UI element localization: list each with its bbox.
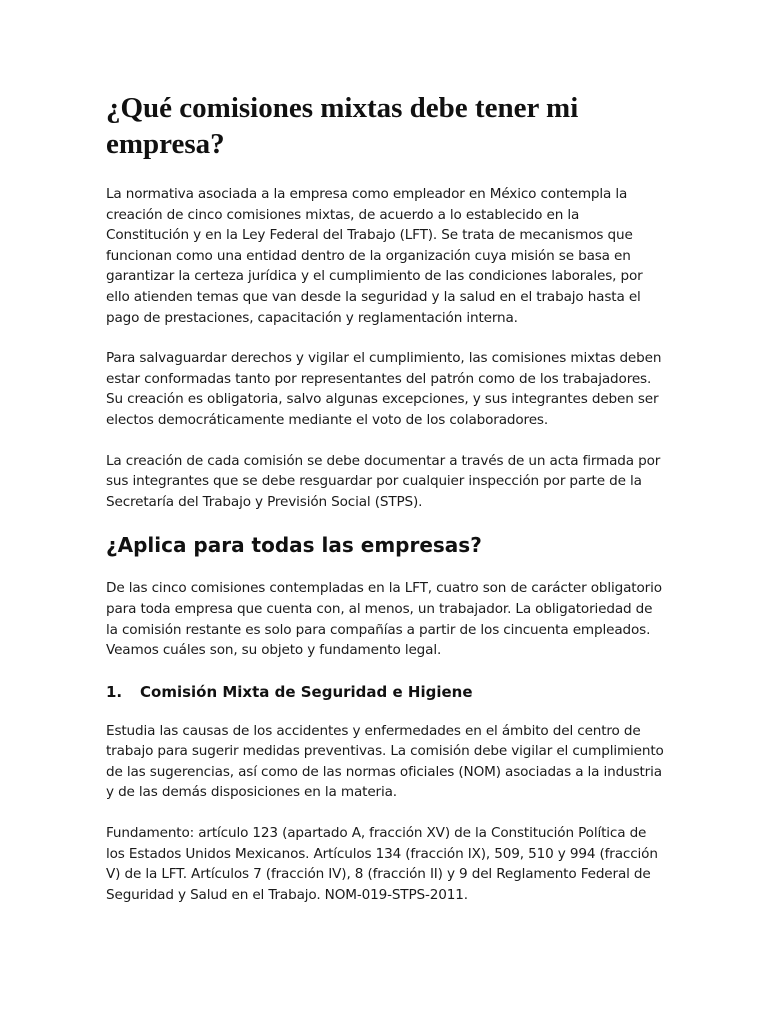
- documentation-paragraph: La creación de cada comisión se debe documentar a través de un acta firmada por sus integrantes que se debe resguardar por cualquier inspección por parte de la Secretaría del Trabajo y Previsión Social (STPS).: [106, 452, 661, 510]
- item-number: 1.: [106, 682, 123, 701]
- document-page: [106, 90, 666, 925]
- item-heading: [106, 681, 666, 703]
- item-basis-paragraph: Fundamento: artículo 123 (apartado A, fracción XV) de la Constitución Política de los Estados Unidos Mexicanos. Artículos 134 (fracción IX), 509, 510 y 994 (fracción V) de la LFT. Artículos 7 (fracción IV), 8 (fracción II) y 9 del Reglamento Federal de Seguridad y Salud en el Trabajo. NOM-019-STPS-2011.: [106, 825, 658, 903]
- page-title: ¿Qué comisiones mixtas debe tener mi empresa?: [106, 92, 579, 160]
- item-title: Comisión Mixta de Seguridad e Higiene: [140, 682, 473, 701]
- item-description-paragraph: Estudia las causas de los accidentes y enfermedades en el ámbito del centro de trabajo para sugerir medidas preventivas. La comisión debe vigilar el cumplimiento de las sugerencias, así como de las normas oficiales (NOM) asociadas a la industria y de las demás disposiciones en la materia.: [106, 722, 664, 801]
- intro-paragraph: La normativa asociada a la empresa como empleador en México contempla la creación de cinco comisiones mixtas, de acuerdo a lo establecido en la Constitución y en la Ley Federal del Trabajo (LFT). Se trata de mecanismos que funcionan como una entidad dentro de la organización cuya misión se basa en garantizar la certeza jurídica y el cumplimiento de las condiciones laborales, por ello atienden temas que van desde la seguridad y la salud en el trabajo hasta el pago de prestaciones, capacitación y reglamentación interna.: [106, 186, 643, 326]
- representatives-paragraph: Para salvaguardar derechos y vigilar el cumplimiento, las comisiones mixtas deben estar conformadas tanto por representantes del patrón como de los trabajadores. Su creación es obligatoria, salvo algunas excepciones, y sus integrantes deben ser electos democráticamente mediante el voto de los colaboradores.: [106, 350, 662, 428]
- section-heading: ¿Aplica para todas las empresas?: [106, 533, 482, 558]
- section-intro-paragraph: De las cinco comisiones contempladas en la LFT, cuatro son de carácter obligatorio para toda empresa que cuenta con, al menos, un trabajador. La obligatoriedad de la comisión restante es solo para compañías a partir de los cincuenta empleados. Veamos cuáles son, su objeto y fundamento legal.: [106, 580, 662, 659]
